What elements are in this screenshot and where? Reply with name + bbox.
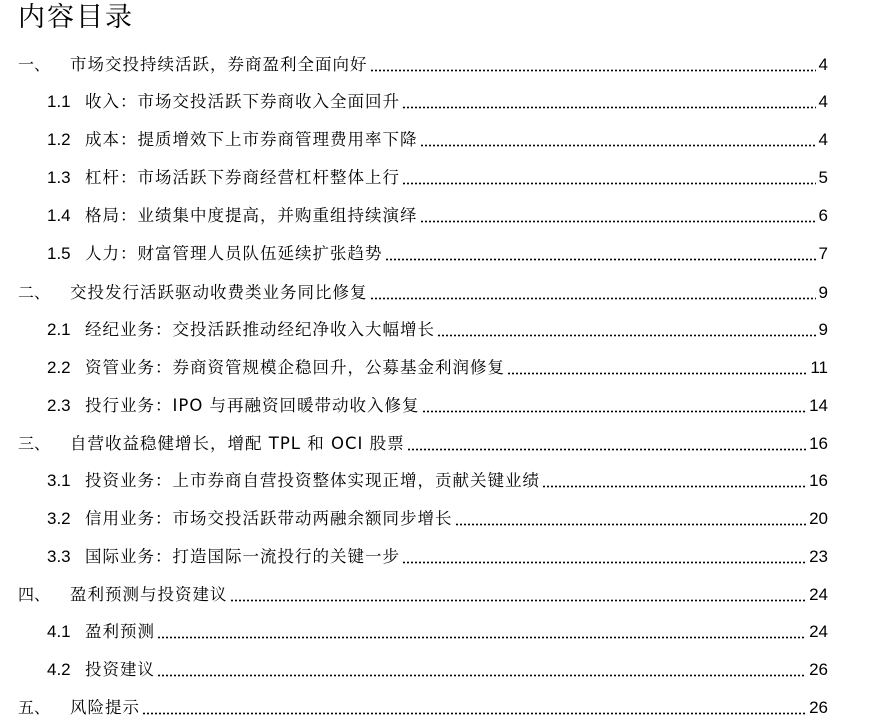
toc-entry-number: 1.4 [47,206,71,225]
dot-leader [422,409,807,413]
toc-entry-page: 14 [809,396,828,415]
toc-entry[interactable] [0,394,869,418]
toc-entry-page: 16 [809,471,828,490]
toc-entry-label [0,658,155,682]
toc-entry-page: 24 [809,622,828,641]
toc-entry-label [0,507,453,531]
toc-entry-text: 人力：财富管理人员队伍延续扩张趋势 [85,244,383,263]
toc-entry[interactable] [0,696,869,720]
toc-entry[interactable] [0,281,869,305]
toc-entry-label [0,356,505,380]
toc-entry-number: 3.1 [47,471,71,490]
toc-entry-text: 经纪业务：交投活跃推动经纪净收入大幅增长 [85,320,435,339]
toc-entry-label [0,281,368,305]
toc-entry-label [0,242,383,266]
toc-entry-page: 9 [818,320,828,339]
toc-entry[interactable] [0,90,869,114]
dot-leader [420,143,816,147]
dot-leader [402,105,816,109]
toc-entry-label [0,90,400,114]
toc-entry[interactable] [0,432,869,456]
toc-entry-number: 3.3 [47,547,71,566]
toc-entry-number: 2.2 [47,358,71,377]
toc-entry-label [0,696,140,720]
dot-leader [230,598,807,602]
toc-entry-page: 4 [818,130,828,149]
dot-leader [420,219,816,223]
toc-entry-text: 国际业务：打造国际一流投行的关键一步 [85,547,400,566]
toc-entry-text: 格局：业绩集中度提高，并购重组持续演绎 [85,206,418,225]
toc-entry-page: 4 [818,92,828,111]
toc-entry[interactable] [0,545,869,569]
toc-entry-page: 23 [809,547,828,566]
toc-entry-label [0,545,400,569]
toc-entry[interactable] [0,658,869,682]
dot-leader [455,522,807,526]
toc-entry-page: 4 [818,55,828,74]
toc-entry[interactable] [0,583,869,607]
toc-entry-text: 交投发行活跃驱动收费类业务同比修复 [70,283,368,302]
toc-entry-page: 26 [809,660,828,679]
toc-entry[interactable] [0,469,869,493]
toc-entry-text: 投行业务：IPO 与再融资回暖带动收入修复 [85,396,420,415]
toc-entry[interactable] [0,242,869,266]
toc-entry-number: 1.1 [47,92,71,111]
toc-entry-label [0,620,155,644]
toc-entry-label [0,204,418,228]
dot-leader [142,711,806,715]
dot-leader [157,635,806,639]
toc-entry-page: 20 [809,509,828,528]
toc-entry-number: 2.3 [47,396,71,415]
dot-leader [437,333,816,337]
toc-entry-text: 市场交投持续活跃，券商盈利全面向好 [70,55,368,74]
toc-entry-page: 9 [818,283,828,302]
toc-entry-text: 资管业务：券商资管规模企稳回升，公募基金利润修复 [85,358,505,377]
toc-entry-text: 盈利预测与投资建议 [70,585,228,604]
dot-leader [157,673,806,677]
toc-entry[interactable] [0,620,869,644]
toc-entry-text: 投资建议 [85,660,155,679]
toc-entry-number: 四、 [18,585,51,604]
toc-entry-label [0,469,540,493]
toc-entry-number: 二、 [18,283,51,302]
toc-entry[interactable] [0,507,869,531]
toc-entry[interactable] [0,166,869,190]
toc-entry-label [0,166,400,190]
toc-entry-number: 三、 [18,434,51,453]
toc-entry-label [0,583,228,607]
dot-leader [385,257,816,261]
toc-entry-number: 一、 [18,55,51,74]
toc-entry-number: 4.1 [47,622,71,641]
dot-leader [402,560,806,564]
toc-entry[interactable] [0,204,869,228]
toc-entry-text: 投资业务：上市券商自营投资整体实现正增，贡献关键业绩 [85,471,540,490]
dot-leader [507,371,807,375]
toc-entry-label [0,432,405,456]
toc-entry-label [0,128,418,152]
toc-entry-text: 收入：市场交投活跃下券商收入全面回升 [85,92,400,111]
page-title: 内容目录 [18,2,134,33]
toc-entry-text: 盈利预测 [85,622,155,641]
toc-entry-number: 1.5 [47,244,71,263]
toc-entry-page: 16 [809,434,828,453]
toc-entry-page: 7 [818,244,828,263]
toc-entry-number: 五、 [18,698,51,717]
toc-entry-number: 4.2 [47,660,71,679]
toc-entry[interactable] [0,318,869,342]
toc-entry-page: 5 [818,168,828,187]
dot-leader [407,447,807,451]
toc-entry[interactable] [0,53,869,77]
dot-leader [370,68,816,72]
toc-entry-page: 6 [818,206,828,225]
toc-entry-text: 杠杆：市场活跃下券商经营杠杆整体上行 [85,168,400,187]
toc-entry-number: 1.2 [47,130,71,149]
toc-entry-number: 3.2 [47,509,71,528]
toc-entry-text: 自营收益稳健增长，增配 TPL 和 OCI 股票 [70,434,405,453]
toc-entry-label [0,318,435,342]
toc-entry-number: 2.1 [47,320,71,339]
toc-entry[interactable] [0,356,869,380]
toc-entry-text: 风险提示 [70,698,140,717]
toc-entry-page: 26 [809,698,828,717]
dot-leader [370,296,816,300]
toc-entry-number: 1.3 [47,168,71,187]
toc-entry[interactable] [0,128,869,152]
dot-leader [542,484,806,488]
toc-entry-label [0,394,420,418]
dot-leader [402,181,816,185]
toc-entry-page: 11 [810,358,828,377]
toc-entry-text: 成本：提质增效下上市券商管理费用率下降 [85,130,418,149]
toc-entry-text: 信用业务：市场交投活跃带动两融余额同步增长 [85,509,453,528]
toc-entry-label [0,53,368,77]
toc-entry-page: 24 [809,585,828,604]
